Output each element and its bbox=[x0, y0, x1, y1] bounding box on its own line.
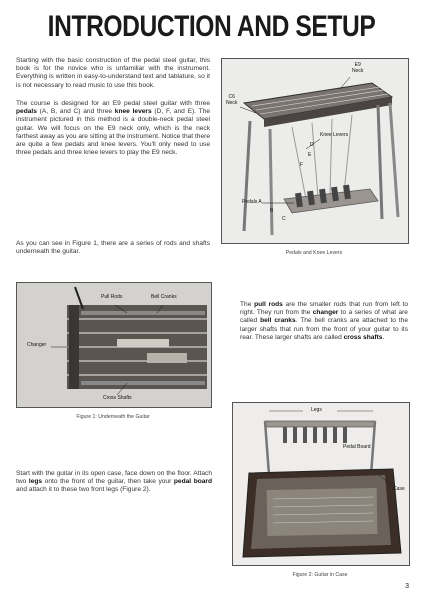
setup-text-e: and attach it to these two front legs (Figure 2). bbox=[16, 486, 151, 494]
rods-text-i: . bbox=[382, 333, 385, 341]
term-changer: changer bbox=[312, 309, 339, 317]
pedals-knee-levers-photo bbox=[221, 58, 409, 244]
intro-paragraph-2 bbox=[16, 100, 210, 157]
label-pull-rods: Pull Rods bbox=[101, 294, 123, 300]
intro-paragraph-1 bbox=[16, 57, 210, 90]
label-lever-f: F bbox=[300, 162, 304, 168]
page-title: INTRODUCTION AND SETUP bbox=[47, 10, 376, 43]
label-case: Case bbox=[393, 486, 405, 492]
term-pedal-board: pedal board bbox=[173, 478, 213, 486]
guitar-in-case-photo bbox=[232, 402, 410, 566]
label-pedal-board: Pedal Board bbox=[343, 444, 371, 450]
rods-text-g: . The bell cranks are attached to the larger shafts that run from the front of your guitar to its rear. These larger shafts are called bbox=[240, 317, 409, 341]
rods-text-c: are the smaller rods that run from left to right. They run from the bbox=[240, 301, 408, 317]
setup-text-a: Start with the guitar in its open case, face down on the floor. Attach two bbox=[16, 470, 212, 486]
page-number: 3 bbox=[405, 583, 409, 590]
intro-p3-text: As you can see in Figure 1, there are a series of rods and shafts underneath the guitar. bbox=[16, 240, 210, 256]
term-legs: legs bbox=[28, 478, 43, 486]
intro-p2-text-c: (A, B, and C) and three bbox=[36, 108, 115, 116]
label-lever-d: D bbox=[310, 142, 314, 148]
intro-paragraph-3 bbox=[16, 240, 210, 256]
label-c6-neck: C6 Neck bbox=[226, 94, 238, 106]
intro-p2-text-a: The course is designed for an E9 pedal steel guitar with three bbox=[16, 100, 210, 107]
pull-rods-paragraph bbox=[240, 301, 408, 342]
setup-text-c: onto the front of the guitar, then take your bbox=[42, 478, 174, 486]
label-cross-shafts: Cross Shafts bbox=[103, 395, 132, 401]
underneath-guitar-photo bbox=[16, 282, 212, 408]
term-pull-rods: pull rods bbox=[254, 301, 283, 308]
label-bell-cranks: Bell Cranks bbox=[151, 294, 177, 300]
intro-p1-text: Starting with the basic construction of the pedal steel guitar, this book is for the novice who is unfamiliar with the instrument. Everything is written in easy-to-understand text and tablature, so it is not necessary to read music to use this book. bbox=[16, 57, 210, 89]
term-pedals: pedals bbox=[16, 108, 37, 116]
rods-text-e: to a series of what are called bbox=[240, 309, 408, 325]
figure2-caption: Figure 2: Guitar in Case bbox=[292, 572, 348, 578]
case-illustration bbox=[233, 403, 409, 565]
term-knee-levers: knee levers bbox=[114, 108, 152, 116]
rods-text-a: The bbox=[240, 301, 255, 308]
term-cross-shafts: cross shafts bbox=[343, 333, 383, 341]
label-pedals-a: Pedals A bbox=[242, 199, 262, 205]
pedals-knee-levers-caption: Pedals and Knee Levers bbox=[285, 250, 343, 256]
label-pedal-c: C bbox=[282, 216, 286, 222]
label-pedal-b: B bbox=[270, 208, 274, 214]
label-knee-levers: Knee Levers bbox=[320, 132, 349, 138]
setup-paragraph bbox=[16, 470, 212, 495]
intro-p2-text-e: (D, F, and E). The instrument pictured in this method is a double-neck pedal steel guitar. We will focus on the E9 neck only, which is the neck farthest away as you are sitting at the instrument. Notice that there are quite a few pedals and knee levers. You'll only need to use three pedals and three knee levers to play the E9 neck. bbox=[16, 108, 210, 157]
figure1-caption: Figure 1: Underneath the Guitar bbox=[76, 414, 150, 420]
label-lever-e: E bbox=[308, 152, 312, 158]
pedal-steel-illustration bbox=[222, 59, 408, 243]
label-legs: Legs bbox=[311, 407, 322, 413]
term-bell-cranks: bell cranks bbox=[260, 317, 296, 325]
label-e9-neck: E9 Neck bbox=[352, 62, 364, 74]
label-changer: Changer bbox=[27, 342, 47, 348]
